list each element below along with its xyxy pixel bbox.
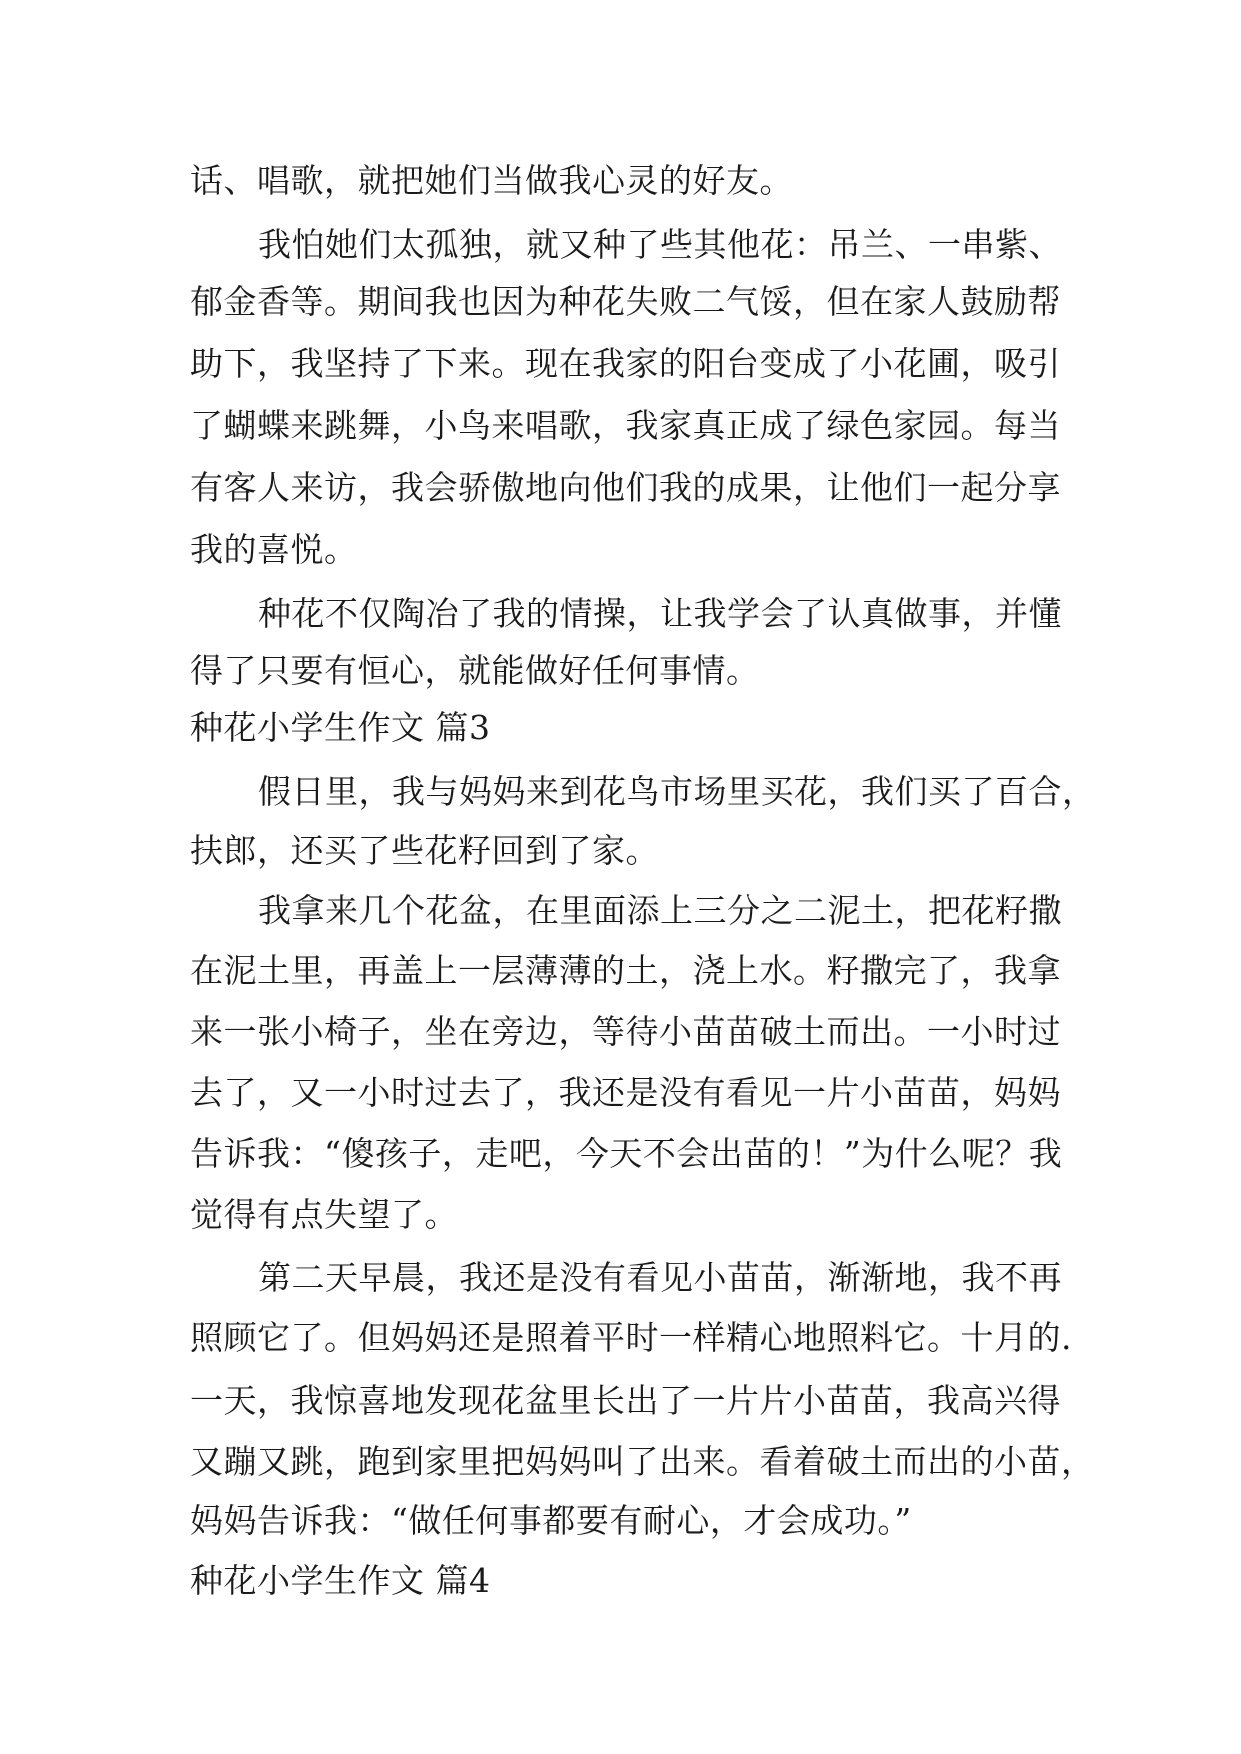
- section-heading: 种花小学生作文 篇3: [190, 708, 491, 747]
- text-line: 我的喜悦。: [190, 530, 358, 569]
- text-line: 话、唱歌，就把她们当做我心灵的好友。: [190, 161, 793, 200]
- text-line: 又蹦又跳，跑到家里把妈妈叫了出来。看着破土而出的小苗，: [190, 1442, 1095, 1481]
- text-line: 了蝴蝶来跳舞，小鸟来唱歌，我家真正成了绿色家园。每当: [190, 406, 1061, 445]
- text-line: 郁金香等。期间我也因为种花失败二气馁，但在家人鼓励帮: [190, 282, 1061, 321]
- text-line: 妈妈告诉我：“做任何事都要有耐心，才会成功。”: [190, 1501, 912, 1540]
- text-line: 有客人来访，我会骄傲地向他们我的成果，让他们一起分享: [190, 468, 1061, 507]
- paragraph-start: 第二天早晨，我还是没有看见小苗苗，渐渐地，我不再: [258, 1258, 1062, 1297]
- text-line: 照顾它了。但妈妈还是照着平时一样精心地照料它。十月的.: [190, 1318, 1072, 1357]
- text-line: 来一张小椅子，坐在旁边，等待小苗苗破土而出。一小时过: [190, 1012, 1061, 1051]
- paragraph-start: 我拿来几个花盆，在里面添上三分之二泥土，把花籽撒: [258, 891, 1062, 930]
- text-line: 扶郎，还买了些花籽回到了家。: [190, 831, 659, 870]
- text-line: 助下，我坚持了下来。现在我家的阳台变成了小花圃，吸引: [190, 344, 1061, 383]
- text-line: 觉得有点失望了。: [190, 1195, 458, 1234]
- text-line: 得了只要有恒心，就能做好任何事情。: [190, 651, 760, 690]
- paragraph-start: 种花不仅陶冶了我的情操，让我学会了认真做事，并懂: [258, 594, 1062, 633]
- section-heading: 种花小学生作文 篇4: [190, 1561, 491, 1600]
- paragraph-start: 假日里，我与妈妈来到花鸟市场里买花，我们买了百合，: [258, 772, 1096, 811]
- text-line: 一天，我惊喜地发现花盆里长出了一片片小苗苗，我高兴得: [190, 1381, 1061, 1420]
- text-line: 告诉我：“傻孩子，走吧，今天不会出苗的！”为什么呢？我: [190, 1134, 1063, 1173]
- paragraph-start: 我怕她们太孤独，就又种了些其他花：吊兰、一串紫、: [258, 225, 1062, 264]
- text-line: 在泥土里，再盖上一层薄薄的土，浇上水。籽撒完了，我拿: [190, 951, 1061, 990]
- text-line: 去了，又一小时过去了，我还是没有看见一片小苗苗，妈妈: [190, 1073, 1061, 1112]
